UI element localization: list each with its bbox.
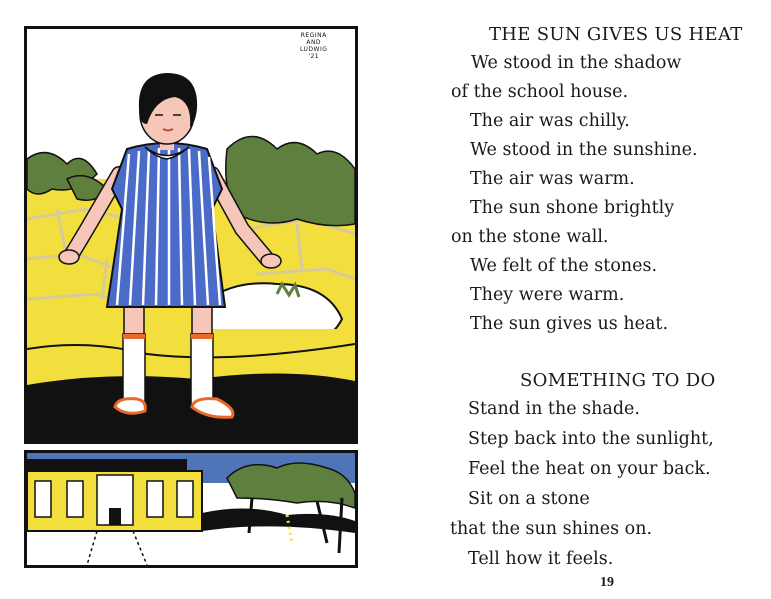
activity-line: Stand in the shade. — [468, 399, 640, 419]
school-house-illustration — [24, 450, 358, 568]
activity-title: SOMETHING TO DO — [520, 370, 716, 391]
poem-line: of the school house. — [451, 82, 629, 102]
poem-title: THE SUN GIVES US HEAT — [489, 24, 743, 45]
artist-signature — [300, 32, 327, 60]
poem-line: They were warm. — [470, 285, 625, 305]
poem-line: The sun shone brightly — [470, 198, 675, 218]
activity-line: Sit on a stone — [468, 489, 590, 509]
activity-line: Step back into the sunlight, — [468, 429, 714, 449]
poem-line: The air was chilly. — [470, 111, 630, 131]
activity-line: Feel the heat on your back. — [468, 459, 711, 479]
poem-line: on the stone wall. — [451, 227, 609, 247]
activity-line: that the sun shines on. — [450, 519, 653, 539]
poem-line: We felt of the stones. — [470, 256, 658, 276]
activity-line: Tell how it feels. — [468, 549, 614, 569]
signature-line: '21 — [308, 53, 320, 60]
school-house-artwork — [27, 453, 355, 565]
poem-line: We stood in the shadow — [471, 53, 682, 73]
main-illustration — [24, 26, 358, 444]
signature-line: AND — [306, 39, 322, 46]
signature-line: REGINA — [300, 32, 327, 39]
poem-line: We stood in the sunshine. — [470, 140, 698, 160]
poem-line: The air was warm. — [470, 169, 635, 189]
girl-garden-artwork — [27, 29, 355, 441]
poem-line: The sun gives us heat. — [470, 314, 669, 334]
signature-line: LUDWIG — [300, 46, 328, 53]
page-number: 19 — [600, 575, 614, 590]
